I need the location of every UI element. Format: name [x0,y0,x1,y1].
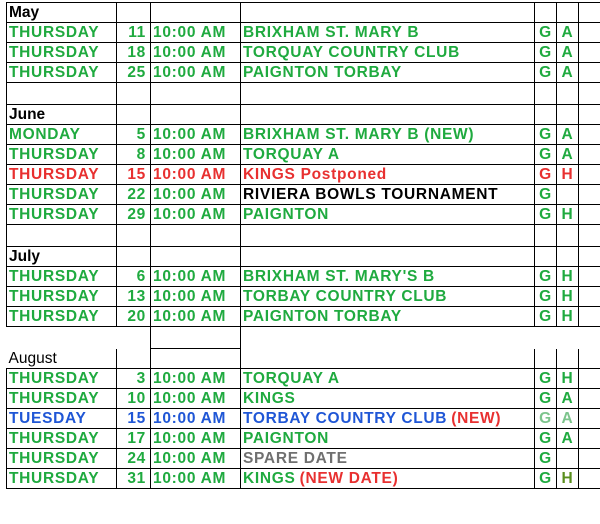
fixture-green-flag: G [535,307,557,327]
fixture-row [7,185,600,205]
blank-cell [151,327,241,349]
fixture-row [7,145,600,165]
fixture-row [7,165,600,185]
fixture-time: 10:00 AM [151,23,241,43]
fixture-note: (NEW DATE) [299,470,399,487]
opponent-name: BRIXHAM ST. MARY B (NEW) [243,126,475,143]
fixture-row [7,267,600,287]
month-header-cell [579,105,600,125]
fixture-home-away: A [557,429,579,449]
fixture-day: THURSDAY [7,469,117,489]
fixture-extra-cell [579,449,600,469]
fixture-opponent [241,389,535,409]
blank-cell [557,225,579,247]
month-header-cell [579,349,600,369]
fixture-extra-cell [579,63,600,83]
fixture-green-flag: G [535,205,557,225]
month-header-cell [117,349,151,369]
fixture-green-flag: G [535,449,557,469]
month-header-cell [151,105,241,125]
fixture-green-flag: G [535,145,557,165]
opponent-name: TORBAY COUNTRY CLUB [243,410,448,427]
fixture-time: 10:00 AM [151,429,241,449]
blank-cell [241,83,535,105]
fixture-extra-cell [579,267,600,287]
fixture-row [7,409,600,429]
fixture-opponent [241,287,535,307]
fixture-extra-cell [579,205,600,225]
opponent-name: BRIXHAM ST. MARY'S B [243,268,435,285]
fixture-day: THURSDAY [7,63,117,83]
fixture-row [7,429,600,449]
fixture-time: 10:00 AM [151,165,241,185]
month-header-cell [117,105,151,125]
fixture-time: 10:00 AM [151,369,241,389]
fixture-home-away [557,185,579,205]
fixture-opponent [241,267,535,287]
month-header-cell [151,3,241,23]
opponent-name: PAIGNTON [243,430,329,447]
fixture-green-flag: G [535,23,557,43]
fixture-row [7,125,600,145]
month-header-cell [557,247,579,267]
fixture-time: 10:00 AM [151,389,241,409]
fixture-green-flag: G [535,185,557,205]
month-header-cell [557,105,579,125]
fixture-day: THURSDAY [7,165,117,185]
fixture-green-flag: G [535,369,557,389]
fixture-green-flag: G [535,63,557,83]
blank-cell [151,225,241,247]
fixture-date: 20 [117,307,151,327]
month-header-cell [241,349,535,369]
fixture-date: 10 [117,389,151,409]
month-header-cell [579,3,600,23]
fixture-opponent [241,43,535,63]
fixture-date: 5 [117,125,151,145]
fixture-home-away: H [557,369,579,389]
fixture-date: 29 [117,205,151,225]
opponent-name: TORQUAY COUNTRY CLUB [243,44,460,61]
blank-cell [579,225,600,247]
fixture-opponent [241,23,535,43]
fixture-row [7,287,600,307]
fixture-date: 13 [117,287,151,307]
fixture-day: THURSDAY [7,23,117,43]
fixture-opponent [241,449,535,469]
opponent-name: TORQUAY A [243,370,340,387]
fixture-extra-cell [579,369,600,389]
fixture-opponent [241,205,535,225]
blank-cell [117,225,151,247]
fixture-day: MONDAY [7,125,117,145]
fixture-extra-cell [579,185,600,205]
blank-cell [241,327,535,349]
opponent-name: PAIGNTON TORBAY [243,64,402,81]
fixture-opponent [241,63,535,83]
fixture-date: 8 [117,145,151,165]
opponent-name: TORBAY COUNTRY CLUB [243,288,448,305]
blank-row [7,83,600,105]
month-header-cell [151,247,241,267]
blank-cell [151,83,241,105]
fixture-extra-cell [579,145,600,165]
fixture-green-flag: G [535,429,557,449]
fixture-extra-cell [579,165,600,185]
opponent-name: PAIGNTON TORBAY [243,308,402,325]
month-header-cell [241,3,535,23]
fixture-time: 10:00 AM [151,205,241,225]
month-header-row [7,105,600,125]
fixture-note: (NEW) [451,410,502,427]
opponent-name: KINGS [243,390,296,407]
blank-cell [117,327,151,349]
fixture-time: 10:00 AM [151,449,241,469]
fixture-date: 15 [117,409,151,429]
fixture-time: 10:00 AM [151,287,241,307]
fixture-opponent [241,369,535,389]
fixture-date: 11 [117,23,151,43]
month-header-cell [535,247,557,267]
fixture-date: 6 [117,267,151,287]
fixture-day: THURSDAY [7,145,117,165]
month-header-row [7,3,600,23]
fixture-opponent [241,469,535,489]
fixture-time: 10:00 AM [151,63,241,83]
fixture-date: 24 [117,449,151,469]
month-header-row [7,247,600,267]
fixture-time: 10:00 AM [151,469,241,489]
opponent-name: SPARE DATE [243,450,348,467]
fixture-time: 10:00 AM [151,267,241,287]
fixture-extra-cell [579,409,600,429]
fixture-green-flag: G [535,125,557,145]
fixture-home-away [557,449,579,469]
fixture-opponent [241,307,535,327]
fixture-opponent [241,429,535,449]
fixture-day: TUESDAY [7,409,117,429]
fixture-date: 3 [117,369,151,389]
fixture-day: THURSDAY [7,449,117,469]
fixture-home-away: H [557,307,579,327]
blank-cell [535,83,557,105]
month-header-cell [117,3,151,23]
fixture-extra-cell [579,469,600,489]
fixture-opponent [241,185,535,205]
fixture-green-flag: G [535,43,557,63]
fixture-time: 10:00 AM [151,307,241,327]
fixture-time: 10:00 AM [151,43,241,63]
opponent-name: KINGS [243,470,296,487]
fixture-row [7,369,600,389]
blank-cell [557,327,579,349]
month-header-cell [535,105,557,125]
fixture-date: 15 [117,165,151,185]
fixture-green-flag: G [535,409,557,429]
fixture-day: THURSDAY [7,43,117,63]
fixture-extra-cell [579,389,600,409]
opponent-name: RIVIERA BOWLS TOURNAMENT [243,186,499,203]
month-header-cell [557,3,579,23]
month-header-cell [241,247,535,267]
fixture-home-away: H [557,267,579,287]
blank-cell [557,83,579,105]
opponent-name: PAIGNTON [243,206,329,223]
blank-cell [117,83,151,105]
fixture-row [7,63,600,83]
month-name: July [7,247,117,267]
fixture-date: 22 [117,185,151,205]
blank-cell [7,83,117,105]
fixture-day: THURSDAY [7,185,117,205]
blank-cell [7,327,117,349]
fixture-opponent [241,125,535,145]
fixture-extra-cell [579,307,600,327]
fixture-home-away: H [557,287,579,307]
fixture-date: 31 [117,469,151,489]
fixture-extra-cell [579,43,600,63]
fixture-row [7,469,600,489]
fixture-extra-cell [579,125,600,145]
fixture-home-away: H [557,205,579,225]
fixture-opponent [241,145,535,165]
month-header-cell [535,3,557,23]
fixture-opponent [241,165,535,185]
fixture-home-away: A [557,125,579,145]
fixture-day: THURSDAY [7,287,117,307]
month-name: June [7,105,117,125]
opponent-name: KINGS Postponed [243,166,387,183]
fixture-day: THURSDAY [7,307,117,327]
fixture-time: 10:00 AM [151,409,241,429]
month-header-cell [535,349,557,369]
month-name: May [7,3,117,23]
fixture-day: THURSDAY [7,429,117,449]
fixture-row [7,23,600,43]
fixture-date: 18 [117,43,151,63]
fixture-home-away: H [557,165,579,185]
fixture-green-flag: G [535,469,557,489]
opponent-name: TORQUAY A [243,146,340,163]
fixture-time: 10:00 AM [151,185,241,205]
fixture-day: THURSDAY [7,267,117,287]
fixture-green-flag: G [535,389,557,409]
blank-cell [535,225,557,247]
fixture-time: 10:00 AM [151,145,241,165]
blank-row [7,225,600,247]
fixture-day: THURSDAY [7,389,117,409]
fixture-row [7,43,600,63]
fixture-home-away: H [557,469,579,489]
fixture-green-flag: G [535,287,557,307]
blank-cell [535,327,557,349]
fixture-opponent [241,409,535,429]
fixture-row [7,205,600,225]
fixture-row [7,389,600,409]
fixture-home-away: A [557,63,579,83]
blank-cell [241,225,535,247]
blank-row [7,327,600,349]
fixture-day: THURSDAY [7,369,117,389]
fixture-day: THURSDAY [7,205,117,225]
month-header-cell [117,247,151,267]
month-name: August [7,349,117,369]
fixture-green-flag: G [535,267,557,287]
month-header-cell [579,247,600,267]
blank-cell [7,225,117,247]
fixture-extra-cell [579,287,600,307]
month-header-cell [241,105,535,125]
blank-cell [579,83,600,105]
opponent-name: BRIXHAM ST. MARY B [243,24,420,41]
month-header-cell [557,349,579,369]
month-header-row [7,349,600,369]
fixture-home-away: A [557,409,579,429]
fixture-row [7,449,600,469]
fixture-date: 17 [117,429,151,449]
fixtures-table [6,2,600,489]
fixture-row [7,307,600,327]
blank-cell [579,327,600,349]
fixture-date: 25 [117,63,151,83]
fixture-home-away: A [557,389,579,409]
fixture-time: 10:00 AM [151,125,241,145]
fixture-extra-cell [579,429,600,449]
month-header-cell [151,349,241,369]
fixture-home-away: A [557,43,579,63]
fixture-home-away: A [557,23,579,43]
fixture-home-away: A [557,145,579,165]
fixture-green-flag: G [535,165,557,185]
fixture-extra-cell [579,23,600,43]
